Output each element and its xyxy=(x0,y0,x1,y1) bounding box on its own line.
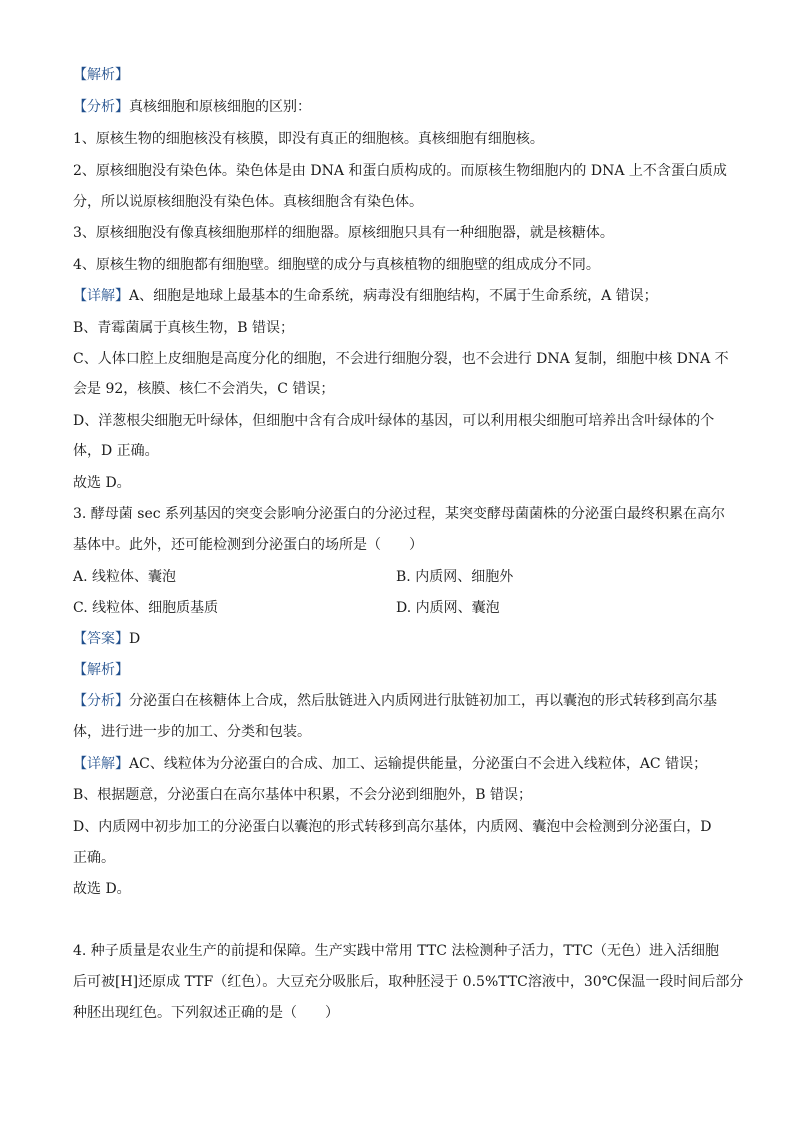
text-line: 正确。 xyxy=(73,850,115,866)
text-line: 体，D 正确。 xyxy=(73,443,159,459)
text-line: 2、原核细胞没有染色体。染色体是由 DNA 和蛋白质构成的。而原核生物细胞内的 DNA 上不含蛋白质成 xyxy=(73,163,727,179)
question-4-stem-cont: 种胚出现红色。下列叙述正确的是（ ） xyxy=(73,1005,339,1021)
text-line: D、洋葱根尖细胞无叶绿体，但细胞中含有合成叶绿体的基因，可以利用根尖细胞可培养出含叶绿体的个 xyxy=(73,413,715,429)
text-line: 1、原核生物的细胞核没有核膜，即没有真正的细胞核。真核细胞有细胞核。 xyxy=(73,131,544,147)
detail-paragraph: 【详解】A、细胞是地球上最基本的生命系统，病毒没有细胞结构，不属于生命系统，A 错误； xyxy=(73,288,658,304)
text-line: 分，所以说原核细胞没有染色体。真核细胞含有染色体。 xyxy=(73,194,423,210)
text-line: C、人体口腔上皮细胞是高度分化的细胞，不会进行细胞分裂，也不会进行 DNA 复制，细胞中核 DNA 不 xyxy=(73,351,729,367)
analysis-paragraph: 【分析】分泌蛋白在核糖体上合成，然后肽链进入内质网进行肽链初加工，再以囊泡的形式转移到高尔基 xyxy=(73,693,717,709)
option-a: A. 线粒体、囊泡 xyxy=(73,569,177,585)
text-line: 4、原核生物的细胞都有细胞壁。细胞壁的成分与真核植物的细胞壁的组成成分不同。 xyxy=(73,257,600,273)
text-line: 会是 92，核膜、核仁不会消失，C 错误； xyxy=(73,381,335,397)
analysis-heading: 【解析】 xyxy=(73,662,129,678)
text-line: 3、原核细胞没有像真核细胞那样的细胞器。原核细胞只具有一种细胞器，就是核糖体。 xyxy=(73,225,614,241)
detail-paragraph: 【详解】AC、线粒体为分泌蛋白的合成、加工、运输提供能量，分泌蛋白不会进入线粒体，AC 错误； xyxy=(73,756,708,772)
option-b: B. 内质网、细胞外 xyxy=(396,569,514,585)
option-d: D. 内质网、囊泡 xyxy=(396,600,500,616)
text-line: D、内质网中初步加工的分泌蛋白以囊泡的形式转移到高尔基体，内质网、囊泡中会检测到分泌蛋白，D xyxy=(73,819,712,835)
text-line: B、根据题意，分泌蛋白在高尔基体中积累，不会分泌到细胞外，B 错误； xyxy=(73,787,533,803)
question-3-stem: 3. 酵母菌 sec 系列基因的突变会影响分泌蛋白的分泌过程，某突变酵母菌菌株的分泌蛋白最终积累在高尔 xyxy=(73,506,726,522)
answer-choice-line: 故选 D。 xyxy=(73,475,131,491)
question-4-stem: 4. 种子质量是农业生产的前提和保障。生产实践中常用 TTC 法检测种子活力，TTC（无色）进入活细胞 xyxy=(73,943,720,959)
question-3-stem-cont: 基体中。此外，还可能检测到分泌蛋白的场所是（ ） xyxy=(73,537,423,553)
analysis-paragraph: 【分析】真核细胞和原核细胞的区别： xyxy=(73,99,311,115)
analysis-heading: 【解析】 xyxy=(73,67,129,83)
option-c: C. 线粒体、细胞质基质 xyxy=(73,600,219,616)
question-4-stem-cont: 后可被[H]还原成 TTF（红色）。大豆充分吸胀后，取种胚浸于 0.5%TTC溶液中，30℃保温一段时间后部分 xyxy=(73,974,744,990)
text-line: B、青霉菌属于真核生物，B 错误； xyxy=(73,320,295,336)
text-line: 体，进行进一步的加工、分类和包装。 xyxy=(73,724,311,740)
answer-choice-line: 故选 D。 xyxy=(73,881,131,897)
answer-line: 【答案】D xyxy=(73,631,141,647)
